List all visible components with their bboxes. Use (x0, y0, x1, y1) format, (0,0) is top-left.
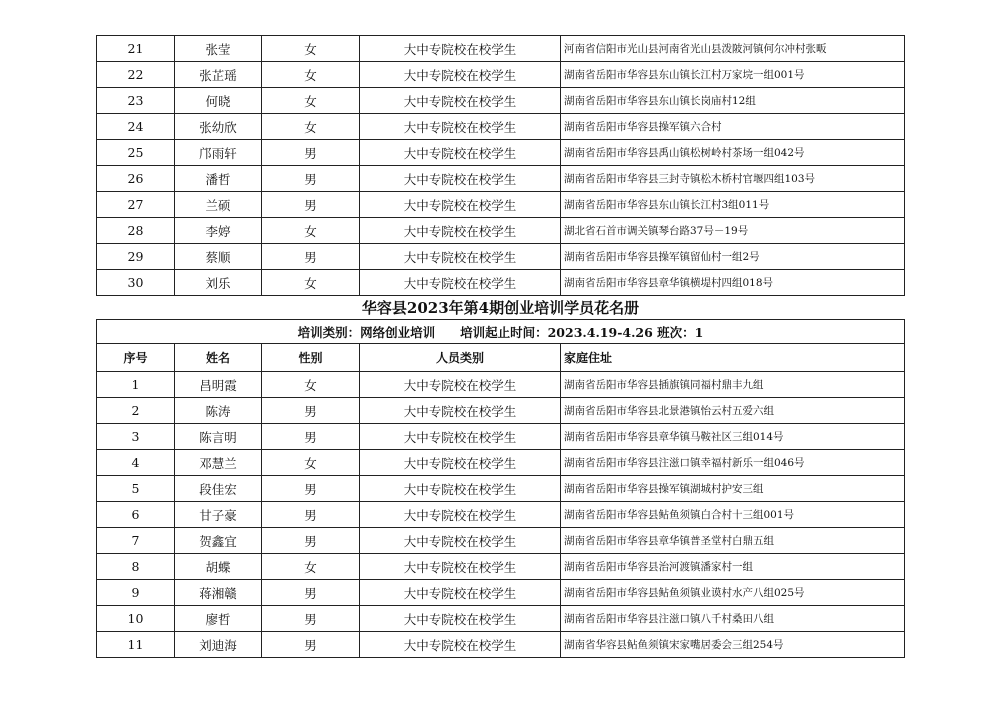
section-subtitle-row (97, 320, 905, 344)
row-number: 9 (97, 580, 175, 606)
table-row (97, 114, 905, 140)
row-number: 5 (97, 476, 175, 502)
row-category: 大中专院校在校学生 (360, 36, 561, 62)
table-row (97, 580, 905, 606)
roster-bottom-section (97, 372, 905, 658)
row-number: 26 (97, 166, 175, 192)
row-gender: 女 (262, 450, 360, 476)
row-gender: 女 (262, 88, 360, 114)
row-name: 刘迪海 (175, 632, 262, 658)
table-row (97, 244, 905, 270)
table-row (97, 192, 905, 218)
row-address: 湖南省岳阳市华容县注滋口镇八千村桑田八组 (561, 606, 905, 632)
row-gender: 男 (262, 476, 360, 502)
header-gender: 性别 (262, 344, 360, 372)
row-address: 湖南省岳阳市华容县章华镇横堤村四组018号 (561, 270, 905, 296)
header-category: 人员类别 (360, 344, 561, 372)
row-gender: 女 (262, 270, 360, 296)
row-name: 段佳宏 (175, 476, 262, 502)
row-name: 昌明霞 (175, 372, 262, 398)
row-gender: 男 (262, 140, 360, 166)
row-name: 胡蝶 (175, 554, 262, 580)
row-category: 大中专院校在校学生 (360, 502, 561, 528)
row-name: 刘乐 (175, 270, 262, 296)
row-address: 湖南省岳阳市华容县操军镇六合村 (561, 114, 905, 140)
table-row (97, 88, 905, 114)
row-category: 大中专院校在校学生 (360, 88, 561, 114)
row-address: 湖南省岳阳市华容县插旗镇同福村鼎丰九组 (561, 372, 905, 398)
row-category: 大中专院校在校学生 (360, 580, 561, 606)
row-number: 30 (97, 270, 175, 296)
row-number: 22 (97, 62, 175, 88)
row-name: 邓慧兰 (175, 450, 262, 476)
row-name: 何晓 (175, 88, 262, 114)
table-row (97, 424, 905, 450)
row-number: 4 (97, 450, 175, 476)
row-gender: 男 (262, 502, 360, 528)
row-address: 湖北省石首市调关镇琴台路37号－19号 (561, 218, 905, 244)
row-number: 11 (97, 632, 175, 658)
row-gender: 女 (262, 62, 360, 88)
row-name: 张芷瑶 (175, 62, 262, 88)
row-category: 大中专院校在校学生 (360, 424, 561, 450)
row-address: 湖南省岳阳市华容县东山镇长岗庙村12组 (561, 88, 905, 114)
row-gender: 男 (262, 398, 360, 424)
table-row (97, 62, 905, 88)
row-address: 湖南省岳阳市华容县治河渡镇潘家村一组 (561, 554, 905, 580)
row-gender: 男 (262, 632, 360, 658)
section-subtitle: 培训类别：网络创业培训 培训起止时间：2023.4.19-4.26 班次：1 (97, 320, 905, 344)
table-row (97, 502, 905, 528)
row-category: 大中专院校在校学生 (360, 218, 561, 244)
row-number: 23 (97, 88, 175, 114)
row-address: 湖南省岳阳市华容县三封寺镇松木桥村官堰四组103号 (561, 166, 905, 192)
row-gender: 女 (262, 218, 360, 244)
row-gender: 男 (262, 244, 360, 270)
section-title-row (97, 296, 905, 320)
row-category: 大中专院校在校学生 (360, 270, 561, 296)
row-number: 21 (97, 36, 175, 62)
column-header-row (97, 344, 905, 372)
row-number: 29 (97, 244, 175, 270)
row-gender: 女 (262, 114, 360, 140)
header-no: 序号 (97, 344, 175, 372)
table-row (97, 632, 905, 658)
row-address: 湖南省岳阳市华容县鲇鱼须镇白合村十三组001号 (561, 502, 905, 528)
row-category: 大中专院校在校学生 (360, 244, 561, 270)
row-name: 李婷 (175, 218, 262, 244)
row-number: 8 (97, 554, 175, 580)
row-category: 大中专院校在校学生 (360, 166, 561, 192)
row-address: 湖南省岳阳市华容县注滋口镇幸福村新乐一组046号 (561, 450, 905, 476)
row-category: 大中专院校在校学生 (360, 398, 561, 424)
row-address: 湖南省岳阳市华容县禹山镇松树岭村茶场一组042号 (561, 140, 905, 166)
row-name: 张莹 (175, 36, 262, 62)
table-row (97, 554, 905, 580)
row-number: 6 (97, 502, 175, 528)
row-category: 大中专院校在校学生 (360, 372, 561, 398)
row-name: 张幼欣 (175, 114, 262, 140)
row-category: 大中专院校在校学生 (360, 606, 561, 632)
row-address: 河南省信阳市光山县河南省光山县泼陂河镇何尔冲村张畈 (561, 36, 905, 62)
roster-top-section (97, 36, 905, 296)
row-address: 湖南省岳阳市华容县操军镇湖城村护安三组 (561, 476, 905, 502)
row-name: 潘哲 (175, 166, 262, 192)
row-number: 2 (97, 398, 175, 424)
row-name: 陈涛 (175, 398, 262, 424)
row-gender: 女 (262, 554, 360, 580)
row-name: 兰硕 (175, 192, 262, 218)
table-row (97, 606, 905, 632)
row-category: 大中专院校在校学生 (360, 192, 561, 218)
row-gender: 男 (262, 606, 360, 632)
row-category: 大中专院校在校学生 (360, 450, 561, 476)
row-category: 大中专院校在校学生 (360, 554, 561, 580)
row-number: 25 (97, 140, 175, 166)
table-row (97, 218, 905, 244)
table-row (97, 36, 905, 62)
table-row (97, 372, 905, 398)
row-number: 10 (97, 606, 175, 632)
header-address: 家庭住址 (561, 344, 905, 372)
table-row (97, 528, 905, 554)
row-category: 大中专院校在校学生 (360, 632, 561, 658)
row-category: 大中专院校在校学生 (360, 476, 561, 502)
row-name: 蔡顺 (175, 244, 262, 270)
row-category: 大中专院校在校学生 (360, 62, 561, 88)
row-name: 贺鑫宜 (175, 528, 262, 554)
section-title: 华容县2023年第4期创业培训学员花名册 (97, 296, 905, 320)
row-name: 邝雨轩 (175, 140, 262, 166)
row-name: 廖哲 (175, 606, 262, 632)
table-row (97, 476, 905, 502)
row-address: 湖南省华容县鲇鱼须镇宋家嘴居委会三组254号 (561, 632, 905, 658)
row-number: 7 (97, 528, 175, 554)
row-address: 湖南省岳阳市华容县章华镇马鞍社区三组014号 (561, 424, 905, 450)
row-number: 24 (97, 114, 175, 140)
row-address: 湖南省岳阳市华容县东山镇长江村万家垸一组001号 (561, 62, 905, 88)
row-number: 28 (97, 218, 175, 244)
row-name: 蒋湘赣 (175, 580, 262, 606)
row-name: 陈言明 (175, 424, 262, 450)
roster-table (96, 35, 905, 658)
row-gender: 男 (262, 192, 360, 218)
row-gender: 男 (262, 580, 360, 606)
row-gender: 女 (262, 36, 360, 62)
table-row (97, 140, 905, 166)
roster-header-section (97, 296, 905, 372)
row-gender: 男 (262, 166, 360, 192)
row-number: 1 (97, 372, 175, 398)
row-gender: 男 (262, 424, 360, 450)
row-category: 大中专院校在校学生 (360, 528, 561, 554)
row-gender: 男 (262, 528, 360, 554)
row-address: 湖南省岳阳市华容县鲇鱼须镇业谟村水产八组025号 (561, 580, 905, 606)
table-row (97, 450, 905, 476)
table-row (97, 270, 905, 296)
table-row (97, 166, 905, 192)
row-name: 甘子豪 (175, 502, 262, 528)
row-category: 大中专院校在校学生 (360, 140, 561, 166)
row-number: 27 (97, 192, 175, 218)
header-name: 姓名 (175, 344, 262, 372)
table-row (97, 398, 905, 424)
row-category: 大中专院校在校学生 (360, 114, 561, 140)
row-address: 湖南省岳阳市华容县操军镇留仙村一组2号 (561, 244, 905, 270)
row-address: 湖南省岳阳市华容县章华镇普圣堂村白鼎五组 (561, 528, 905, 554)
row-address: 湖南省岳阳市华容县北景港镇怡云村五爱六组 (561, 398, 905, 424)
row-gender: 女 (262, 372, 360, 398)
row-address: 湖南省岳阳市华容县东山镇长江村3组011号 (561, 192, 905, 218)
row-number: 3 (97, 424, 175, 450)
